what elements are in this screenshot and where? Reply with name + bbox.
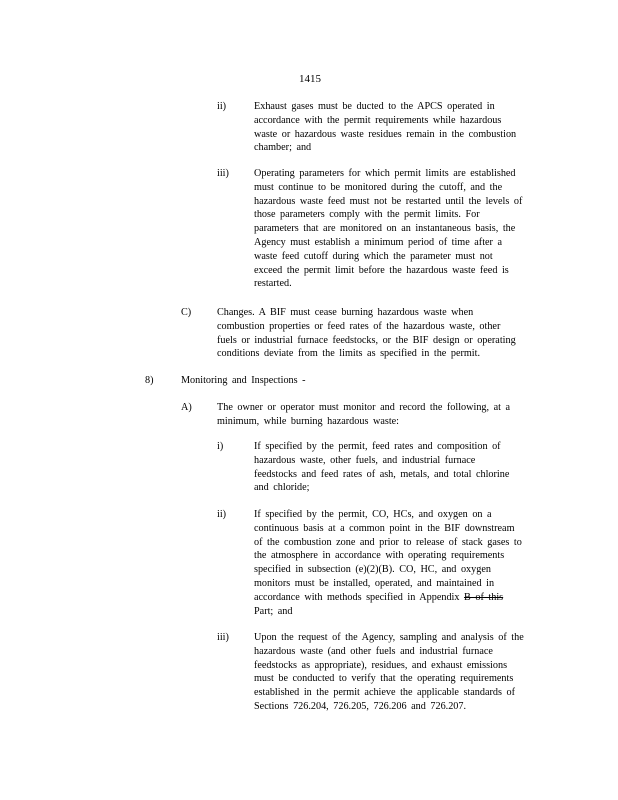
text-line: minimum, while burning hazardous waste: — [217, 415, 400, 427]
text-line: monitors must be installed, operated, and maintained in — [254, 577, 495, 589]
item-label: i) — [217, 441, 224, 452]
text-line: chamber; and — [254, 142, 312, 154]
item-label: ii) — [217, 101, 227, 112]
text-line: combustion properties or feed rates of the hazardous waste, other — [217, 320, 501, 332]
text-line: of the combustion zone and prior to release of stack gases to — [254, 536, 522, 548]
item-label: iii) — [217, 632, 229, 643]
text-line: feedstocks and feed rates of ash, metals, and total chlorine — [254, 468, 510, 480]
text-line: parameters that are monitored on an instantaneous basis, the — [254, 223, 516, 235]
item-text — [254, 167, 522, 291]
text-fragment: accordance with methods specified in Appendix — [254, 591, 460, 603]
text-line: Upon the request of the Agency, sampling and analysis of the — [254, 632, 524, 643]
text-line: waste feed cutoff during which the parameter must not — [254, 250, 493, 262]
text-line: Monitoring and Inspections - — [181, 375, 306, 386]
item-label: C) — [181, 307, 192, 318]
text-line: the atmosphere in accordance with operating requirements — [254, 550, 505, 562]
text-line: exceed the permit limit before the hazardous waste feed is — [254, 264, 509, 276]
struck-text: B of this — [464, 591, 504, 603]
text-line: continuous basis at a common point in the BIF downstream — [254, 522, 515, 534]
text-line: feedstocks as appropriate), residues, and exhaust emissions — [254, 659, 508, 671]
text-line: must continue to be monitored during the cutoff, and the — [254, 181, 503, 193]
text-line: Operating parameters for which permit limits are established — [254, 168, 516, 179]
section-heading — [181, 374, 306, 388]
text-line: If specified by the permit, feed rates and composition of — [254, 441, 501, 452]
text-line: accordance with the permit requirements while hazardous — [254, 114, 502, 126]
page-number: 1415 — [299, 73, 321, 85]
text-line: those parameters comply with the permit limits. For — [254, 209, 480, 221]
text-line: must be conducted to verify that the operating requirements — [254, 673, 514, 685]
text-line: fuels or industrial furnace feedstocks, or the BIF design or operating — [217, 334, 516, 346]
item-text — [217, 401, 510, 429]
item-label: A) — [181, 402, 192, 413]
text-line: established in the permit achieve the applicable standards of — [254, 687, 515, 699]
text-line: hazardous waste, other fuels, and industrial furnace — [254, 454, 476, 466]
text-line: conditions deviate from the limits as specified in the permit. — [217, 348, 481, 360]
item-text — [217, 306, 516, 361]
item-label: ii) — [217, 509, 227, 520]
text-line: Part; and — [254, 605, 293, 617]
text-line: The owner or operator must monitor and record the following, at a — [217, 402, 511, 413]
text-line: restarted. — [254, 278, 292, 290]
text-line: Exhaust gases must be ducted to the APCS operated in — [254, 101, 495, 112]
text-line: specified in subsection (e)(2)(B). CO, HC, and oxygen — [254, 564, 491, 576]
text-line: If specified by the permit, CO, HCs, and oxygen on a — [254, 509, 492, 520]
text-line — [254, 591, 522, 605]
text-line: waste or hazardous waste residues remain in the combustion — [254, 128, 517, 140]
text-line: hazardous waste feed must not be restarted until the levels of — [254, 195, 523, 207]
item-label: 8) — [145, 375, 154, 386]
item-label: iii) — [217, 168, 229, 179]
text-line: and chloride; — [254, 482, 310, 494]
item-text — [254, 100, 516, 155]
item-text — [254, 631, 524, 714]
text-line: hazardous waste (and other fuels and industrial furnace — [254, 645, 493, 657]
text-line: Sections 726.204, 726.205, 726.206 and 726.207. — [254, 700, 467, 712]
item-text — [254, 508, 522, 618]
text-line: Agency must establish a minimum period of time after a — [254, 236, 503, 248]
item-text — [254, 440, 509, 495]
text-line: Changes. A BIF must cease burning hazardous waste when — [217, 307, 474, 318]
